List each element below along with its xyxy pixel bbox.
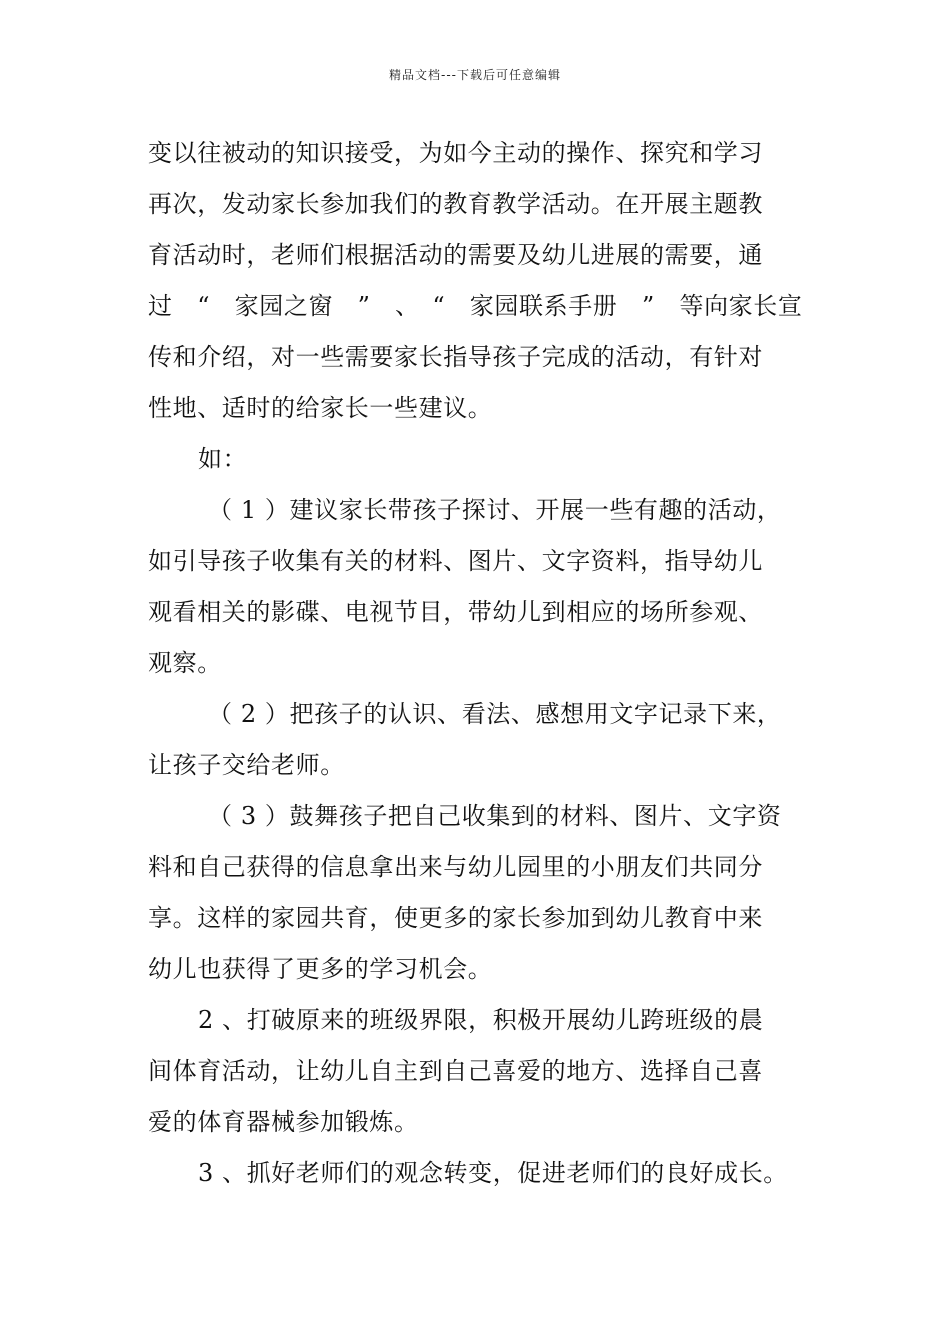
document-body xyxy=(148,128,838,1199)
text-line: 料和自己获得的信息拿出来与幼儿园里的小朋友们共同分 xyxy=(148,853,763,881)
text-line: 如引导孩子收集有关的材料、图片、文字资料，指导幼儿 xyxy=(148,547,763,575)
text-line: 享。这样的家园共育，使更多的家长参加到幼儿教育中来 xyxy=(148,904,763,932)
text-line: 再次，发动家长参加我们的教育教学活动。在开展主题教 xyxy=(148,190,763,218)
text-line: 间体育活动，让幼儿自主到自己喜爱的地方、选择自己喜 xyxy=(148,1057,763,1085)
text-line: 3 、抓好老师们的观念转变，促进老师们的良好成长。 xyxy=(198,1159,788,1187)
text-line: 观察。 xyxy=(148,649,222,677)
page-header: 精品文档---下载后可任意编辑 xyxy=(389,68,561,82)
text-line: 传和介绍，对一些需要家长指导孩子完成的活动，有针对 xyxy=(148,343,763,371)
text-line: 如： xyxy=(198,445,248,473)
text-line: 观看相关的影碟、电视节目，带幼儿到相应的场所参观、 xyxy=(148,598,763,626)
text-line: （ 1 ）建议家长带孩子探讨、开展一些有趣的活动， xyxy=(208,496,782,524)
text-line: （ 2 ）把孩子的认识、看法、感想用文字记录下来， xyxy=(208,700,782,728)
text-line: 让孩子交给老师。 xyxy=(148,751,345,779)
text-line: 爱的体育器械参加锻炼。 xyxy=(148,1108,419,1136)
text-line: 性地、适时的给家长一些建议。 xyxy=(148,394,493,422)
text-line: 过 “ 家园之窗 ” 、 “ 家园联系手册 ” 等向家长宣 xyxy=(148,292,803,320)
text-line: 育活动时，老师们根据活动的需要及幼儿进展的需要，通 xyxy=(148,241,763,269)
text-line: 2 、打破原来的班级界限，积极开展幼儿跨班级的晨 xyxy=(198,1006,764,1034)
text-line: （ 3 ）鼓舞孩子把自己收集到的材料、图片、文字资 xyxy=(208,802,782,830)
text-line: 变以往被动的知识接受，为如今主动的操作、探究和学习 xyxy=(148,139,763,167)
text-line: 幼儿也获得了更多的学习机会。 xyxy=(148,955,493,983)
